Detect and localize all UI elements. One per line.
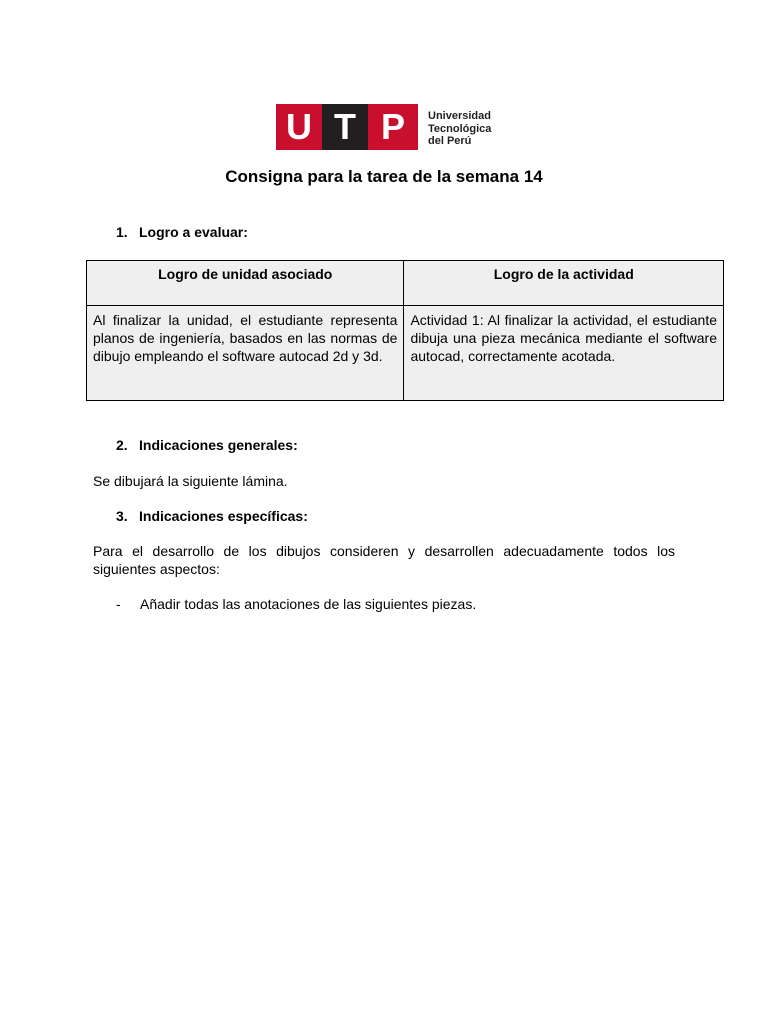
- table-header-actividad: Logro de la actividad: [404, 261, 724, 306]
- logo-letter-t: T: [322, 104, 368, 150]
- bullet-text: Añadir todas las anotaciones de las siguientes piezas.: [140, 596, 477, 612]
- document-title: Consigna para la tarea de la semana 14: [225, 167, 543, 186]
- section-3-number: 3.: [116, 508, 128, 524]
- table-header-unidad: Logro de unidad asociado: [87, 261, 404, 306]
- section-1-number: 1.: [116, 224, 128, 240]
- utp-logo: [276, 104, 496, 150]
- logo-line-3: del Perú: [428, 135, 472, 147]
- list-item: [116, 596, 476, 612]
- logo-line-1: Universidad: [428, 110, 491, 122]
- table-cell-unidad: Al finalizar la unidad, el estudiante representa planos de ingeniería, basados en las normas de dibujo empleando el software autocad 2d y 3d.: [87, 306, 404, 401]
- section-2-title: Indicaciones generales:: [139, 437, 298, 453]
- logo-line-2: Tecnológica: [428, 122, 492, 135]
- section-1-title: Logro a evaluar:: [139, 224, 248, 240]
- logo-letter-p: P: [368, 104, 418, 150]
- section-3-title: Indicaciones específicas:: [139, 508, 308, 524]
- logros-table: [86, 260, 724, 401]
- section-3-text: Para el desarrollo de los dibujos consideren y desarrollen adecuadamente todos los siguientes aspectos:: [93, 543, 675, 577]
- bullet-marker: -: [116, 596, 121, 612]
- section-2-heading: [116, 437, 298, 453]
- table-cell-actividad: Actividad 1: Al finalizar la actividad, el estudiante dibuja una pieza mecánica mediante el software autocad, correctamente acotada.: [404, 306, 724, 401]
- table-header-row: [87, 261, 724, 306]
- section-2-number: 2.: [116, 437, 128, 453]
- logo-wordmark: [428, 104, 491, 150]
- logo-letter-u: U: [276, 104, 322, 150]
- table-row: [87, 306, 724, 401]
- section-1-heading: [116, 224, 248, 240]
- section-3-heading: [116, 508, 308, 524]
- section-2-text: Se dibujará la siguiente lámina.: [93, 473, 288, 489]
